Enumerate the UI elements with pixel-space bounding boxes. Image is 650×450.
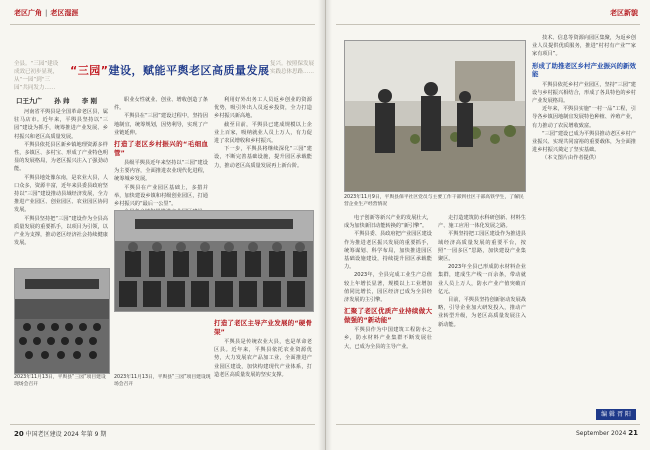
title-decoration-left: 全县。“三园”建设成效已初步显现，从“一园”到“三园”共同发力…… [14, 61, 59, 91]
article-photo-2 [114, 210, 314, 312]
article-photo-1 [14, 268, 110, 374]
left-page-footer [14, 429, 106, 438]
editor-badge: 编 辑 胥 阳 [596, 409, 636, 420]
right-page-header: 老区新貌 [610, 9, 638, 17]
footer-rule [10, 424, 315, 425]
paragraph: 电子创新等新兴产业的发展壮大，成为加快新旧动能转换的“新引擎”。 [344, 215, 432, 230]
paragraph: 县级平舆县近年来坚持以“三园”建设为主要内容，全面推进农业现代化进程，统筹城乡发展。 [114, 160, 208, 183]
paragraph: 职业女性就业、创业、增收创造了条件。 [114, 97, 208, 112]
paragraph: 平舆县地处豫东南，是农业大县，人口众多，资源丰富，近年来县委县政府坚持以“三园”建设推动县域经济发展，全力推进产业园区、创业园区、农业园区协同发展。 [14, 174, 108, 214]
section-heading: 形成了助推老区乡村产业振兴的新效能 [532, 61, 636, 79]
right-column-3 [532, 34, 636, 398]
article-column-3 [214, 96, 312, 204]
article-title-block [14, 60, 314, 91]
right-column-2 [438, 214, 526, 419]
right-page-footer [576, 429, 638, 437]
paragraph: 2023年，全县完成工业生产总值较上年增长显著，规模以上工业增加值同比增长，园区经济已成为全县经济发展的主引擎。 [344, 272, 432, 304]
paragraph: 平舆县作为中国建筑工程防水之乡，防水材料产业集群不断发展壮大，已成为全县的主导产业。 [344, 327, 432, 350]
title-text: 建设，赋能平舆老区高质量发展 [108, 64, 270, 77]
header-section: 老区广角 [14, 9, 42, 17]
photo-1-caption: 2023年11月13日，平舆县“三园”项目建设现场会召开 [14, 375, 106, 387]
photo-3-caption: 2023年11月9日，平舆县保平社区党员与主要工作干部到社区干部高铁学生，了解民营企业生产经营情况 [344, 195, 524, 207]
page-fold-shadow [318, 0, 332, 450]
paragraph: 下一步，平舆县将继续深化“三园”建设，不断完善基础设施，提升园区承载能力，推动老区高质量发展再上新台阶。 [214, 146, 312, 169]
header-subsection: 老区湿涯 [50, 9, 79, 17]
article-title [70, 62, 269, 78]
article-column-1 [14, 108, 108, 263]
paragraph: 2023年全县已形成防水材料企业集群，建成生产线一百余条，带动就业人员上万人，防水产业产值突破百亿元。 [438, 264, 526, 295]
paragraph: 平舆县坚持把“三园”建设作为全县高质量发展的重要抓手，以项目为引领，以产业为支撑，推动老区经济社会持续健康发展。 [14, 215, 108, 247]
footer-rule [336, 424, 640, 425]
section-heading: 打造了老区乡村振兴的“毛细血管” [114, 140, 208, 157]
paragraph: 截至目前，平舆县已建成规模以上企业上百家，吸纳就业人员上万人，有力促进了农民增收和乡村振兴。 [214, 121, 312, 145]
paragraph: “三园”建设已成为平舆县推动老区乡村产业振兴、实现共同富裕的重要载体，为全面推进乡村振兴奠定了坚实基础。 [532, 130, 636, 154]
paragraph: （本文图片由作者提供） [542, 155, 600, 162]
issue-date: September 2024 [575, 430, 627, 437]
paragraph: 平舆县在产业园区基础上，多措并举，加快建设乡镇和村级创业园区，打通乡村振兴的“最后一公里”。 [114, 184, 208, 208]
paragraph: 平舆县在“三园”建设过程中，坚持因地制宜，统筹规划，因势利导，实现了产业链延伸。 [114, 113, 208, 136]
photo-2-caption: 2023年11月13日，平舆县“三园”项目建设现场会召开 [114, 375, 211, 387]
section-heading: 打造了老区主导产业发展的“硬骨架” [214, 319, 312, 336]
byline [16, 96, 107, 105]
paragraph: 河南省平舆县是全国革命老区县，属驻马店市。近年来，平舆县坚持以“三园”建设为抓手，统筹推进产业发展、乡村振兴和老区高质量发展。 [14, 109, 108, 140]
publication-name: 中国老区建设 2024 年第 9 期 [25, 431, 107, 438]
paragraph: 平舆县依托县区新乡镇地理资源多样性，多镇区、多村宝、形成了产业特色明显的发展格局，为老区振兴注入了强劲动能。 [14, 141, 108, 173]
paragraph: 平舆县是传统农业大县，也是革命老区县。近年来，平舆县依托农业资源优势，大力发展农产品加工业，全面推进产业园区建设，加快构建现代产业体系，打造老区高质量发展的坚实支撑。 [214, 339, 312, 378]
header-rule [336, 24, 640, 25]
right-page [326, 0, 650, 450]
paragraph: 平舆县依托乡村产业园区，坚持“三园”建设与乡村振兴相结合，形成了各具特色的乡村产业发展格局。 [532, 81, 636, 105]
article-column-2 [114, 96, 208, 208]
left-page-header: 老区广角 | 老区湿涯 [14, 9, 79, 17]
author: 孙 帅 [54, 97, 70, 105]
author: 口王九广 [16, 97, 42, 105]
title-decoration-right: 复兴。按照保发展实践总体思路…… [269, 61, 314, 75]
paragraph: 平舆县委、县政府把产业园区建设作为推进老区振兴发展的重要抓手，统筹谋划、科学布局，加快推进园区基础设施建设，持续提升园区承载能力。 [344, 231, 432, 271]
paragraph: 技术、信息等资源向园区集聚，为返乡创业人员提供优质服务，推进“村村有产业”“家家有项目”。 [532, 35, 636, 58]
header-rule [10, 24, 315, 25]
right-column-1 [344, 214, 432, 419]
author: 李 刚 [81, 97, 98, 105]
page-number: 21 [628, 429, 638, 437]
paragraph: 走打造建筑防水科研创新、材料生产、施工应用一体化发展之路。 [438, 215, 526, 230]
paragraph: 利用好外出务工人员返乡创业的资源优势，吸引外出人员返乡投资，全力打造乡村振兴新高地。 [214, 97, 312, 120]
title-quote: “三园” [70, 64, 109, 77]
paragraph: 近年来，平舆县实施“一村一品”工程，引导各乡镇因地制宜发展特色种植、养殖产业，有力推动了农民增收致富。 [532, 106, 636, 129]
page-number: 20 [14, 430, 24, 438]
article-column-3b [214, 316, 312, 416]
paragraph: 平舆坚持把工园区建设作为推进县域经济高质量发展的重要平台，按照“一园多区”思路，加快建设产业集聚区。 [438, 231, 526, 263]
section-heading: 汇聚了老区优质产业持续做大做强的“新动能” [344, 307, 432, 324]
paragraph: 目前，平舆县坚持创新驱动发展战略，引导企业加大研发投入，推动产业转型升级，为老区高质量发展注入新动能。 [438, 297, 526, 328]
article-photo-3 [344, 40, 526, 192]
